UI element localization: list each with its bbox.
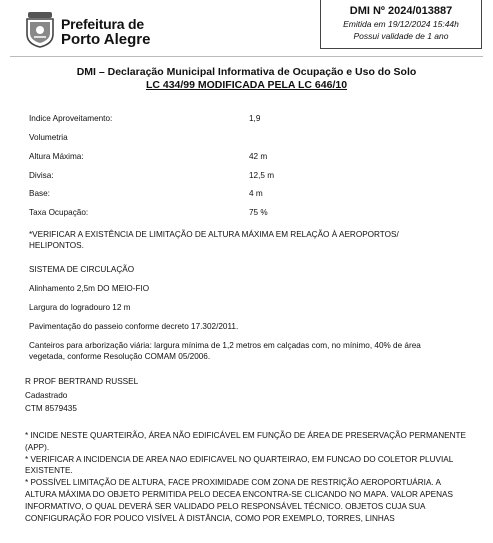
pluvial-note: * VERIFICAR A INCIDENCIA DE AREA NAO EDIFICAVEL NO QUARTEIRAO, EM FUNCAO DO COLETOR PLUVIAL EXISTENTE.: [25, 454, 453, 476]
alinhamento-text: Alinhamento 2,5m DO MEIO-FIO: [29, 284, 150, 293]
header-divider: [10, 56, 483, 57]
canteiros-text: Canteiros para arborização viária: largura mínima de 1,2 metros em calçadas com, no mínimo, 40% de área vegetada, conforme Resolução COMAM 05/2006.: [29, 341, 421, 361]
logradouro-text: Largura do logradouro 12 m: [29, 303, 131, 312]
ctm-number: CTM 8579435: [25, 404, 77, 413]
logo-line-1: Prefeitura de: [61, 16, 144, 32]
dmi-header-box: [320, 0, 482, 49]
altura-maxima-row: [29, 151, 469, 163]
aeroporto-note: * POSSÍVEL LIMITAÇÃO DE ALTURA, FACE PROXIMIDADE COM ZONA DE RESTRIÇÃO AEROPORTUÁRIA. A ALTURA MÁXIMA DO OBJETO PERMITIDA PELO DECEA ENCONTRA-SE CLICANDO NO MAPA. VALOR APENAS INFORMATIVO, O QUAL DEVERÁ SER VALIDADO PELO RESPONSÁVEL TÉCNICO. OBJETOS CUJA SUA CONFIGURAÇÃO FOR POUCO VISÍVEL À DISTÂNCIA, COMO POR EXEMPLO, TORRES, LINHAS: [25, 478, 453, 523]
base-label: Base:: [29, 189, 50, 198]
coat-of-arms-icon: [25, 12, 55, 48]
divisa-row: [29, 170, 469, 182]
taxa-ocupacao-label: Taxa Ocupação:: [29, 208, 89, 217]
indice-aproveitamento-row: [29, 113, 469, 125]
altura-maxima-label: Altura Máxima:: [29, 152, 84, 161]
property-info: [25, 375, 465, 416]
logo-line-2: Porto Alegre: [61, 31, 151, 48]
taxa-ocupacao-row: [29, 207, 469, 219]
heliponto-note: *VERIFICAR A EXISTÊNCIA DE LIMITAÇÃO DE ALTURA MÁXIMA EM RELAÇÃO À AEROPORTOS/ HELIPONTOS.: [29, 230, 399, 250]
document-subtitle: LC 434/99 MODIFICADA PELA LC 646/10: [145, 79, 348, 91]
base-row: [29, 188, 469, 200]
dmi-number: DMI Nº 2024/013887: [349, 5, 453, 17]
dmi-validity: Possui validade de 1 ano: [353, 31, 449, 41]
volumetria-label: Volumetria: [29, 133, 68, 142]
indice-aproveitamento-label: Indice Aproveitamento:: [29, 114, 113, 123]
altura-maxima-value: 42 m: [249, 152, 268, 161]
pavimentacao-text: Pavimentação do passeio conforme decreto 17.302/2011.: [29, 322, 239, 331]
circulacao-heading: SISTEMA DE CIRCULAÇÃO: [29, 265, 135, 274]
taxa-ocupacao-value: 75 %: [249, 208, 268, 217]
document-subtitle-wrap: [0, 79, 493, 91]
base-value: 4 m: [249, 189, 263, 198]
divisa-value: 12,5 m: [249, 171, 275, 180]
dmi-issued-date: Emitida em 19/12/2024 15:44h: [343, 19, 459, 29]
registration-status: Cadastrado: [25, 390, 68, 400]
street-name: R PROF BERTRAND RUSSEL: [25, 377, 139, 386]
restriction-notes: [25, 430, 470, 524]
document-title: DMI – Declaração Municipal Informativa de Ocupação e Uso do Solo: [76, 66, 417, 78]
volumetria-row: [29, 132, 469, 144]
indice-aproveitamento-value: 1,9: [249, 114, 261, 123]
divisa-label: Divisa:: [29, 171, 54, 180]
app-note: * INCIDE NESTE QUARTEIRÃO, ÁREA NÃO EDIFICÁVEL EM FUNÇÃO DE ÁREA DE PRESERVAÇÃO PERMANENTE (APP).: [25, 431, 467, 452]
prefeitura-logo: [25, 12, 151, 52]
